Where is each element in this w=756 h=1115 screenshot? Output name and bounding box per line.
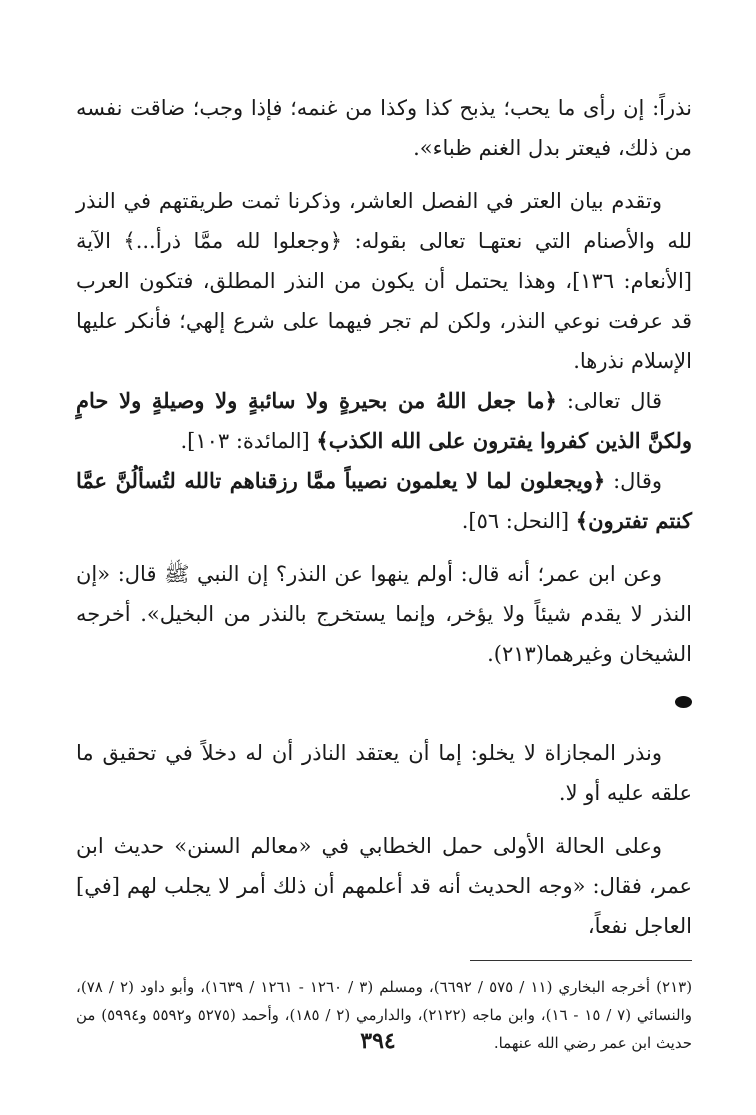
quran-verse-nahl: ﴿ويجعلون لما لا يعلمون نصيباً ممَّا رزقناهم تالله لتُسألُنَّ عمَّا كنتم تفترون﴾	[76, 468, 692, 533]
page-body	[76, 88, 692, 1057]
verse-reference-nahl: [النحل: ٥٦].	[461, 509, 576, 533]
paragraph-4	[76, 461, 692, 541]
verse-reference-maidah: [المائدة: ١٠٣].	[180, 429, 317, 453]
section-heading	[76, 680, 692, 720]
paragraph-6: ونذر المجازاة لا يخلو: إما أن يعتقد الناذر أن له دخلاً في تحقيق ما علقه عليه أو لا.	[76, 741, 692, 805]
paragraph-3	[76, 381, 692, 461]
paragraph-1: نذراً: إن رأى ما يحب؛ يذبح كذا وكذا من غنمه؛ فإذا وجب؛ ضاقت نفسه من ذلك، فيعتر بدل الغنم ظباء».	[76, 96, 692, 160]
paragraph-5-hadith: وعن ابن عمر؛ أنه قال: أولم ينهوا عن النذر؟ إن النبي ﷺ قال: «إن النذر لا يقدم شيئاً ولا يؤخر، وإنما يستخرج بالنذر من البخيل». أخرجه الشيخان وغيرهما(٢١٣).	[76, 562, 692, 666]
paragraph-3-intro: قال تعالى:	[556, 389, 662, 413]
paragraph-7: وعلى الحالة الأولى حمل الخطابي في «معالم السنن» حديث ابن عمر، فقال: «وجه الحديث أنه قد أعلمهم أن ذلك أمر لا يجلب لهم [في] العاجل نفعاً،	[76, 834, 692, 938]
page-number: ٣٩٤	[360, 1028, 396, 1054]
quran-verse-maidah: ﴿ما جعل اللهُ من بحيرةٍ ولا سائبةٍ ولا وصيلةٍ ولا حامٍ ولكنَّ الذين كفروا يفترون على الله الكذب﴾	[76, 388, 692, 453]
paragraph-4-intro: وقال:	[605, 469, 663, 493]
footnote-213: (٢١٣) أخرجه البخاري (١١ / ٥٧٥ / ٦٦٩٢)، ومسلم (٣ / ١٢٦٠ - ١٢٦١ / ١٦٣٩)، وأبو داود (٢ / ٧٨)، والنسائي (٧ / ١٥ - ١٦)، وابن ماجه (٢١٢٢)، والدارمي (٢ / ١٨٥)، وأحمد (٥٢٧٥ و٥٥٩٢ و٥٩٩٤) من حديث ابن عمر رضي الله عنهما.	[76, 978, 693, 1052]
bullet-icon	[675, 696, 692, 708]
paragraph-2: وتقدم بيان العتر في الفصل العاشر، وذكرنا ثمت طريقتهم في النذر لله والأصنام التي نعتهـا تعالى بقوله: ﴿وجعلوا لله ممَّا ذرأ...﴾ الآية [الأنعام: ١٣٦]، وهذا يحتمل أن يكون من النذر المطلق، فتكون العرب قد عرفت نوعي النذر، ولكن لم تجر فيهما على شرع إلهي؛ فأنكر عليها الإسلام نذرها.	[76, 189, 692, 373]
footnote-divider	[470, 960, 692, 961]
